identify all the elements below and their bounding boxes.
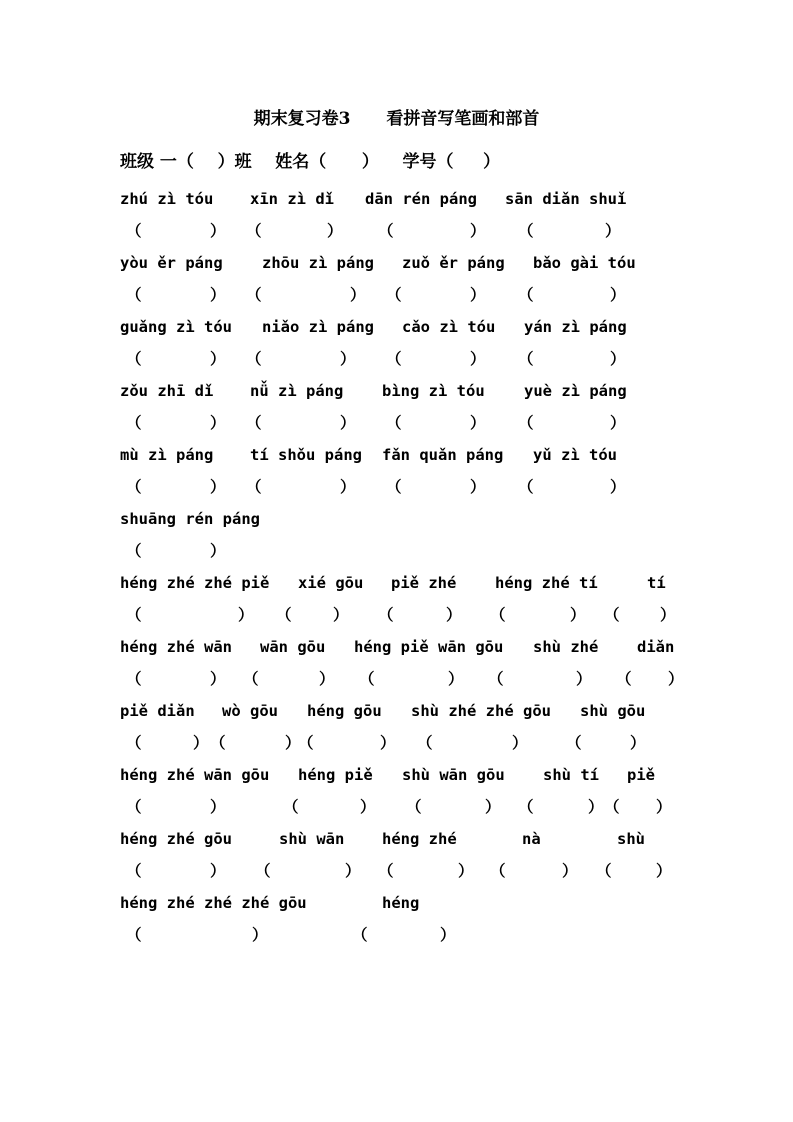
- page-title: [0, 104, 793, 129]
- close-paren: ）: [588, 798, 604, 816]
- pinyin-text: héng zhé tí: [495, 574, 598, 592]
- pinyin-row: [0, 382, 793, 404]
- open-paren: （: [490, 862, 506, 880]
- open-paren: （: [283, 798, 299, 816]
- pinyin-text: héng piě: [298, 766, 373, 784]
- pinyin-row: [0, 638, 793, 660]
- pinyin-text: shuāng rén páng: [120, 510, 260, 528]
- close-paren: ）: [458, 862, 474, 880]
- open-paren: （: [490, 606, 506, 624]
- open-paren: （: [126, 222, 142, 240]
- pinyin-text: bìng zì tóu: [382, 382, 485, 400]
- open-paren: （: [126, 926, 142, 944]
- close-paren: ）: [470, 478, 486, 496]
- pinyin-text: yǔ zì tóu: [533, 446, 617, 464]
- open-paren: （: [518, 478, 534, 496]
- close-paren: ）: [380, 734, 396, 752]
- pinyin-text: piě zhé: [391, 574, 457, 592]
- close-paren: ）: [448, 670, 464, 688]
- close-paren: ）: [210, 222, 226, 240]
- close-paren: ）: [360, 798, 376, 816]
- close-paren: ）: [340, 350, 356, 368]
- pinyin-text: xīn zì dǐ: [250, 190, 334, 208]
- close-paren: ）: [193, 734, 209, 752]
- close-paren: ）: [656, 862, 672, 880]
- student-info: [120, 147, 500, 172]
- open-paren: （: [126, 350, 142, 368]
- pinyin-text: guǎng zì tóu: [120, 318, 232, 336]
- pinyin-text: xié gōu: [298, 574, 364, 592]
- pinyin-text: bǎo gài tóu: [533, 254, 636, 272]
- pinyin-row: [0, 894, 793, 916]
- pinyin-text: shù: [617, 830, 645, 848]
- pinyin-text: tí: [647, 574, 666, 592]
- open-paren: （: [518, 222, 534, 240]
- open-paren: （: [255, 862, 271, 880]
- open-paren: （: [518, 414, 534, 432]
- pinyin-text: héng zhé gōu: [120, 830, 232, 848]
- pinyin-text: nà: [522, 830, 541, 848]
- answer-row: [0, 347, 793, 369]
- pinyin-text: yuè zì páng: [524, 382, 627, 400]
- close-paren: ）: [350, 286, 366, 304]
- open-paren: （: [518, 350, 534, 368]
- open-paren: （: [276, 606, 292, 624]
- open-paren: （: [518, 286, 534, 304]
- pinyin-text: yòu ěr páng: [120, 254, 223, 272]
- close-paren: ）: [470, 222, 486, 240]
- open-paren: （: [386, 478, 402, 496]
- pinyin-text: héng zhé zhé piě: [120, 574, 270, 592]
- open-paren: （: [386, 414, 402, 432]
- open-paren: （: [378, 606, 394, 624]
- close-paren: ）: [470, 286, 486, 304]
- title-right: 看拼音写笔画和部首: [386, 109, 540, 129]
- close-paren: ）: [210, 350, 226, 368]
- close-paren: ）: [570, 606, 586, 624]
- pinyin-text: héng zhé wān gōu: [120, 766, 270, 784]
- pinyin-row: [0, 318, 793, 340]
- open-paren: （: [616, 670, 632, 688]
- close-paren: ）: [656, 798, 672, 816]
- close-paren: ）: [576, 670, 592, 688]
- class-label: 班级 一（: [120, 152, 194, 172]
- close-paren: ）: [327, 222, 343, 240]
- open-paren: （: [488, 670, 504, 688]
- open-paren: （: [126, 286, 142, 304]
- answer-row: [0, 603, 793, 625]
- open-paren: （: [604, 606, 620, 624]
- close-paren: ）: [340, 478, 356, 496]
- pinyin-text: sān diǎn shuǐ: [505, 190, 627, 208]
- open-paren: （: [417, 734, 433, 752]
- close-paren: ）: [252, 926, 268, 944]
- pinyin-text: nǚ zì páng: [250, 382, 344, 400]
- close-paren: ）: [210, 414, 226, 432]
- close-paren: ）: [660, 606, 676, 624]
- answer-row: [0, 667, 793, 689]
- open-paren: （: [126, 670, 142, 688]
- pinyin-text: wò gōu: [222, 702, 278, 720]
- close-paren: ）: [610, 286, 626, 304]
- close-paren: ）: [210, 286, 226, 304]
- open-paren: （: [246, 478, 262, 496]
- open-paren: （: [298, 734, 314, 752]
- pinyin-text: héng zhé: [382, 830, 457, 848]
- pinyin-text: shù zhé zhé gōu: [411, 702, 551, 720]
- pinyin-text: shù gōu: [580, 702, 646, 720]
- close-paren: ）: [605, 222, 621, 240]
- pinyin-text: piě diǎn: [120, 702, 195, 720]
- open-paren: （: [126, 862, 142, 880]
- pinyin-text: shù wān gōu: [402, 766, 505, 784]
- open-paren: （: [246, 286, 262, 304]
- answer-row: [0, 923, 793, 945]
- answer-row: [0, 283, 793, 305]
- open-paren: （: [406, 798, 422, 816]
- pinyin-text: shù wān: [279, 830, 345, 848]
- pinyin-text: héng: [382, 894, 420, 912]
- open-paren: （: [518, 798, 534, 816]
- open-paren: （: [246, 414, 262, 432]
- pinyin-text: héng zhé zhé zhé gōu: [120, 894, 307, 912]
- close-paren: ）: [470, 414, 486, 432]
- open-paren: （: [126, 478, 142, 496]
- open-paren: （: [126, 606, 142, 624]
- pinyin-text: héng gōu: [307, 702, 382, 720]
- id-label: 学号（: [402, 152, 454, 172]
- open-paren: （: [246, 222, 262, 240]
- pinyin-text: diǎn: [637, 638, 675, 656]
- close-paren: ）: [285, 734, 301, 752]
- close-paren: ）: [610, 350, 626, 368]
- open-paren: （: [126, 798, 142, 816]
- close-paren: ）: [630, 734, 646, 752]
- pinyin-text: mù zì páng: [120, 446, 214, 464]
- pinyin-text: piě: [627, 766, 655, 784]
- close-paren: ）: [610, 478, 626, 496]
- pinyin-text: shù zhé: [533, 638, 599, 656]
- pinyin-text: héng zhé wān: [120, 638, 232, 656]
- open-paren: （: [596, 862, 612, 880]
- pinyin-text: niǎo zì páng: [262, 318, 374, 336]
- close-paren: ）: [210, 798, 226, 816]
- open-paren: （: [246, 350, 262, 368]
- pinyin-text: yán zì páng: [524, 318, 627, 336]
- answer-row: [0, 539, 793, 561]
- open-paren: （: [386, 286, 402, 304]
- pinyin-text: zǒu zhī dǐ: [120, 382, 214, 400]
- open-paren: （: [378, 222, 394, 240]
- pinyin-row: [0, 254, 793, 276]
- open-paren: （: [352, 926, 368, 944]
- close-paren: ）: [668, 670, 684, 688]
- answer-row: [0, 731, 793, 753]
- close-paren: ）: [333, 606, 349, 624]
- pinyin-row: [0, 766, 793, 788]
- pinyin-text: tí shǒu páng: [250, 446, 362, 464]
- pinyin-text: héng piě wān gōu: [354, 638, 504, 656]
- pinyin-row: [0, 510, 793, 532]
- close-paren: ）: [319, 670, 335, 688]
- open-paren: （: [126, 542, 142, 560]
- open-paren: （: [126, 414, 142, 432]
- pinyin-text: wān gōu: [260, 638, 326, 656]
- pinyin-text: dān rén páng: [365, 190, 477, 208]
- answer-row: [0, 475, 793, 497]
- open-paren: （: [126, 734, 142, 752]
- pinyin-text: shù tí: [543, 766, 599, 784]
- close-paren: ）: [210, 670, 226, 688]
- pinyin-row: [0, 190, 793, 212]
- pinyin-row: [0, 574, 793, 596]
- open-paren: （: [243, 670, 259, 688]
- close-paren: ）: [512, 734, 528, 752]
- pinyin-row: [0, 830, 793, 852]
- answer-row: [0, 411, 793, 433]
- answer-row: [0, 795, 793, 817]
- pinyin-text: fǎn quǎn páng: [382, 446, 504, 464]
- answer-row: [0, 859, 793, 881]
- pinyin-text: zuǒ ěr páng: [402, 254, 505, 272]
- open-paren: （: [378, 862, 394, 880]
- pinyin-text: zhú zì tóu: [120, 190, 214, 208]
- close-paren: ）: [210, 478, 226, 496]
- open-paren: （: [566, 734, 582, 752]
- close-paren: ）: [610, 414, 626, 432]
- pinyin-text: cǎo zì tóu: [402, 318, 496, 336]
- close-paren: ）: [440, 926, 456, 944]
- pinyin-row: [0, 446, 793, 468]
- close-paren: ）: [210, 542, 226, 560]
- close-paren: ）: [470, 350, 486, 368]
- close-paren: ）: [345, 862, 361, 880]
- title-left: 期末复习卷3: [253, 109, 351, 129]
- open-paren: （: [604, 798, 620, 816]
- close-paren: ）: [446, 606, 462, 624]
- open-paren: （: [210, 734, 226, 752]
- answer-row: [0, 219, 793, 241]
- pinyin-text: zhōu zì páng: [262, 254, 374, 272]
- open-paren: （: [386, 350, 402, 368]
- close-paren: ）: [210, 862, 226, 880]
- id-suffix: ）: [483, 152, 501, 172]
- close-paren: ）: [238, 606, 254, 624]
- close-paren: ）: [562, 862, 578, 880]
- class-suffix: ）班: [217, 152, 252, 172]
- pinyin-row: [0, 702, 793, 724]
- close-paren: ）: [485, 798, 501, 816]
- name-label: 姓名（: [275, 152, 327, 172]
- open-paren: （: [359, 670, 375, 688]
- name-suffix: ）: [361, 152, 379, 172]
- close-paren: ）: [340, 414, 356, 432]
